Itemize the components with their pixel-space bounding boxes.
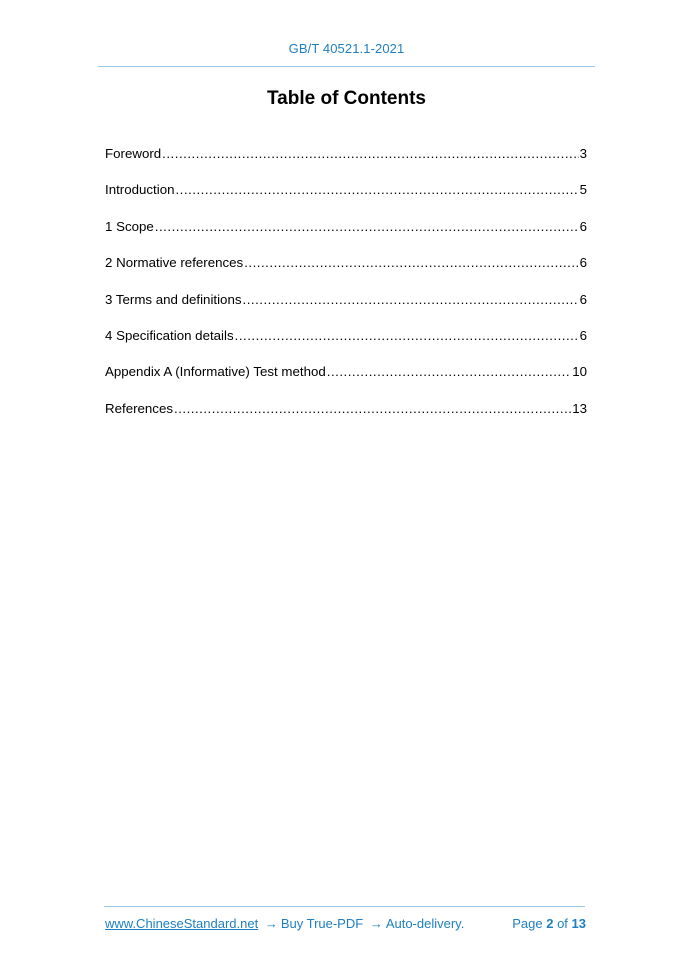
dot-leader <box>243 291 579 309</box>
toc-entry-page: 6 <box>579 255 587 271</box>
table-of-contents <box>105 145 587 436</box>
toc-entry-page: 5 <box>579 182 587 198</box>
arrow-right-icon: → <box>264 916 278 931</box>
toc-entry-page: 3 <box>579 146 587 161</box>
toc-entry-foreword[interactable] <box>105 145 587 181</box>
current-page-number: 2 <box>546 916 554 931</box>
dot-leader <box>175 181 578 199</box>
header-divider <box>98 66 595 67</box>
footer-promo <box>105 916 464 931</box>
toc-entry-page: 6 <box>579 218 587 234</box>
toc-entry-terms-and-definitions[interactable] <box>105 291 587 327</box>
toc-entry-introduction[interactable] <box>105 181 587 217</box>
toc-entry-label: 2 Normative references <box>105 255 244 271</box>
toc-entry-page: 6 <box>579 291 587 307</box>
dot-leader <box>162 145 578 163</box>
total-page-count: 13 <box>571 916 586 931</box>
toc-entry-label: References <box>105 400 173 416</box>
toc-entry-label: 4 Specification details <box>105 327 234 343</box>
toc-entry-label: Foreword <box>105 146 162 161</box>
dot-leader <box>174 400 571 418</box>
page-of-label: of <box>557 916 568 931</box>
toc-entry-scope[interactable] <box>105 218 587 254</box>
dot-leader <box>235 327 579 345</box>
dot-leader <box>155 218 579 236</box>
toc-entry-normative-references[interactable] <box>105 254 587 290</box>
page-footer <box>105 916 586 934</box>
toc-entry-page: 6 <box>579 327 587 343</box>
toc-entry-page: 10 <box>572 364 587 380</box>
buy-true-pdf-text: Buy True-PDF <box>280 916 364 931</box>
toc-entry-label: Introduction <box>105 182 175 198</box>
document-code-header: GB/T 40521.1-2021 <box>288 41 405 56</box>
page-label: Page <box>512 916 543 931</box>
toc-entry-references[interactable] <box>105 400 587 436</box>
arrow-right-icon: → <box>369 916 383 931</box>
toc-title: Table of Contents <box>266 88 427 109</box>
toc-entry-label: 1 Scope <box>105 218 154 234</box>
toc-entry-label: Appendix A (Informative) Test method <box>105 364 326 380</box>
page-number-indicator <box>512 916 586 931</box>
toc-entry-page: 13 <box>572 400 587 416</box>
dot-leader <box>244 254 578 272</box>
toc-entry-specification-details[interactable] <box>105 327 587 363</box>
toc-entry-label: 3 Terms and definitions <box>105 291 242 307</box>
dot-leader <box>327 363 571 381</box>
site-link[interactable]: www.ChineseStandard.net <box>105 916 259 931</box>
auto-delivery-text: Auto-delivery. <box>385 916 465 931</box>
toc-entry-appendix-a[interactable] <box>105 363 587 399</box>
footer-divider <box>104 906 585 907</box>
